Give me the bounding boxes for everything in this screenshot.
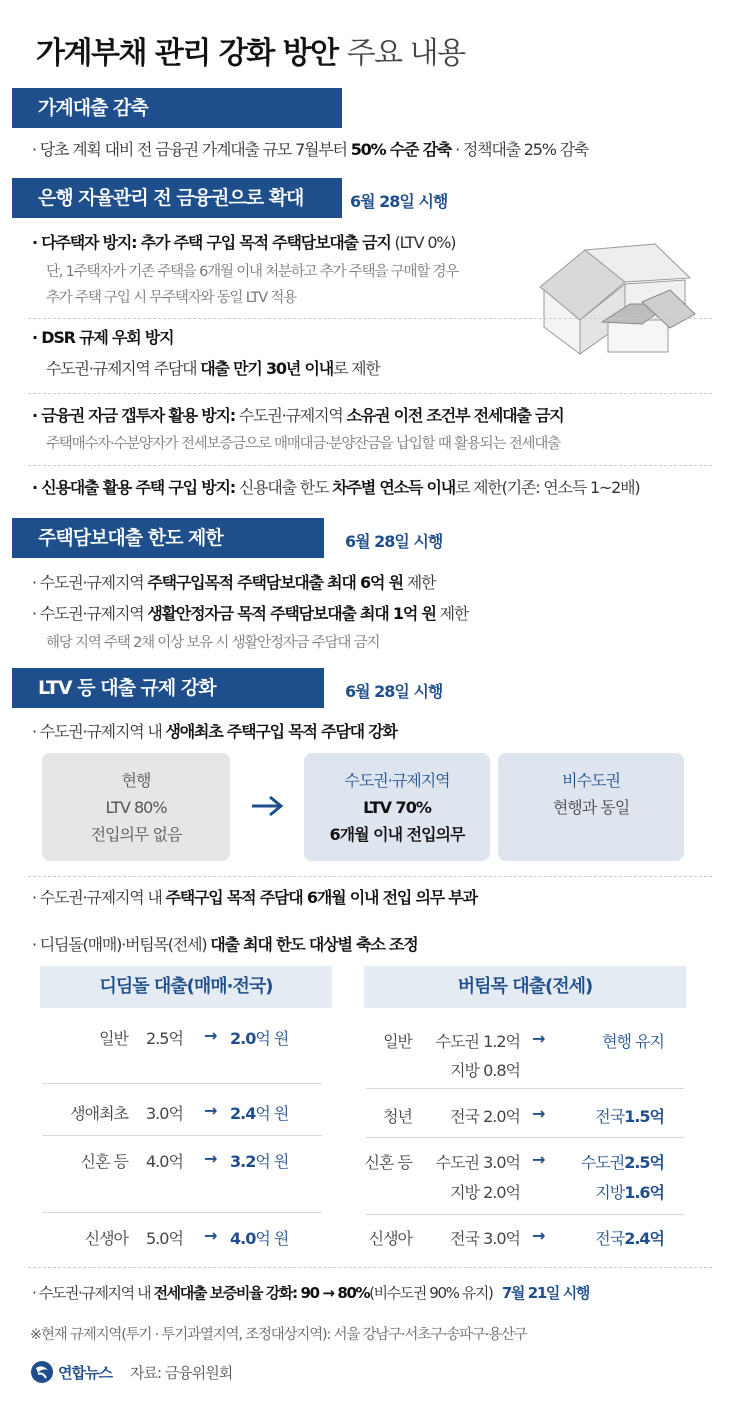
text: · 수도권·규제지역 내 [32,722,166,741]
bullet-mortgage-6 [32,570,435,593]
from-value [420,1150,520,1173]
from-value [424,1058,520,1081]
bullet-living-fund [32,601,468,624]
house-illustration-icon [530,232,700,362]
text: 제한 [402,573,436,592]
text: · 수도권·규제지역 내 [32,888,166,907]
arrow-right-icon: → [204,1026,217,1045]
divider [28,318,712,319]
text-bold: · DSR 규제 우회 방지 [32,328,174,347]
row-divider [366,1137,684,1138]
section-header-ltv: LTV 등 대출 규제 강화 [12,668,324,708]
to-value: 현행 유지 [602,1032,664,1051]
text: 억 원 [255,1029,289,1048]
box-line: 현행과 동일 [552,798,630,817]
box-line: 6개월 이내 전입의무 [329,825,465,844]
text: 0.8억 [483,1061,520,1080]
text: 로 제한 [333,359,380,378]
note: 단, 1주택자가 기존 주택을 6개월 이내 처분하고 추가 주택을 구매할 경우 [46,264,459,280]
text: · 수도권·규제지역 내 [32,1284,154,1302]
text: · 디딤돌(매매)·버팀목(전세) [32,935,211,954]
text: 억 원 [255,1152,289,1171]
box-line: 현행 [121,771,151,790]
text: 2.0억 [483,1183,520,1202]
box-line: LTV 70% [363,798,431,817]
divider [28,465,712,466]
text-bold: 2.5억 [624,1153,664,1172]
category: 생애최초 [70,1104,128,1123]
text: 억 원 [255,1229,289,1248]
text-bold: 소유권 이전 조건부 전세대출 금지 [346,406,564,425]
from-value [420,1180,520,1203]
to-value [230,1149,288,1172]
text: · 수도권·규제지역 [32,604,148,623]
text-bold: 생활안정자금 목적 주택담보대출 최대 1억 원 [147,604,436,623]
arrow-right-icon [250,795,284,817]
text: 로 제한(기존: 연소득 1~2배) [455,478,640,497]
row-divider [366,1088,684,1089]
footnote: ※현재 규제지역(투기 · 투기과열지역, 조정대상지역): 서울 강남구·서초구·송파구·용산구 [30,1327,527,1343]
page-title [36,28,465,72]
title-sub: 주요 내용 [346,36,465,71]
section-date: 6월 28일 시행 [345,682,443,701]
text: 수도권·규제지역 [235,406,347,425]
text: · 당초 계획 대비 전 금융권 가계대출 규모 7월부터 [32,140,351,159]
bullet-move-in [32,885,477,908]
bullet-dsr-bypass [32,325,173,348]
box-line: LTV 80% [105,798,167,817]
from-value: 4.0억 [146,1152,183,1171]
text-bold: 대출 최대 한도 대상별 축소 조정 [210,935,418,954]
bullet-policy-loans [32,932,417,955]
source: 자료: 금융위원회 [129,1363,233,1382]
text: 3.0억 [483,1229,520,1248]
category: 일반 [383,1032,412,1051]
text-bold: 대출 만기 30년 이내 [200,359,333,378]
dsr-detail [46,356,380,379]
text: 2.0억 [483,1107,520,1126]
text-bold: 2.4억 [624,1229,664,1248]
from-value [424,1226,520,1249]
text: 3.0억 [483,1153,520,1172]
final-date: 7월 21일 시행 [501,1284,589,1302]
text: 수도권 [435,1153,479,1172]
beotimmok-header: 버팀목 대출(전세) [364,966,686,1008]
text: 전국 [450,1107,479,1126]
box-line: 전입의무 없음 [90,825,182,844]
to-value [230,1101,288,1124]
bullet-first-home [32,719,397,742]
category: 청년 [383,1107,412,1126]
text: 전국 [595,1229,625,1248]
bullet-multi-home [32,230,455,253]
from-value: 3.0억 [146,1104,183,1123]
text-bold: · 다주택자 방지: 추가 주택 구입 목적 주택담보대출 금지 [32,233,391,252]
arrow-right-icon: → [532,1104,545,1123]
text: 수도권 [580,1153,625,1172]
footer [30,1358,232,1386]
text: 지방 [450,1061,479,1080]
category: 일반 [99,1029,128,1048]
from-value: 2.5억 [146,1029,183,1048]
to-value [556,1150,664,1173]
arrow-right-icon: → [532,1226,545,1245]
category: 신생아 [84,1229,128,1248]
text: 수도권 [435,1032,479,1051]
section-date: 6월 28일 시행 [350,192,448,211]
noncapital-ltv-box [498,753,684,861]
arrow-right-icon: → [532,1150,545,1169]
text: (LTV 0%) [390,233,456,252]
box-line: 수도권·규제지역 [344,771,450,790]
text: 억 원 [255,1104,289,1123]
text: · 정책대출 25% 감축 [451,140,589,159]
text-bold: 주택구입 목적 주담대 6개월 이내 전입 의무 부과 [165,888,477,907]
section-header-household-loan: 가계대출 감축 [12,88,342,128]
text-bold: · 금융권 자금 갭투자 활용 방지: [32,406,236,425]
to-value [560,1226,664,1249]
section-date: 6월 28일 시행 [345,532,443,551]
note: 추가 주택 구입 시 무주택자와 동일 LTV 적용 [46,290,297,306]
to-value [556,1180,664,1203]
text-bold: 2.0 [230,1029,256,1048]
bullet-household-loan-reduction [32,137,588,160]
divider [28,393,712,394]
text-bold: 1.5억 [624,1107,664,1126]
text: 수도권·규제지역 주담대 [46,359,201,378]
arrow-right-icon: → [204,1226,217,1245]
bullet-gap-investment [32,403,564,426]
current-ltv-box [42,753,230,861]
text-bold: 주택구입목적 주택담보대출 최대 6억 원 [147,573,403,592]
text: 지방 [595,1183,625,1202]
didimdol-header: 디딤돌 대출(매매·전국) [40,966,332,1008]
capital-ltv-box [304,753,490,861]
text-bold: 생애최초 주택구입 목적 주담대 강화 [165,722,397,741]
text: 전국 [450,1229,479,1248]
text: 1.2억 [483,1032,520,1051]
divider [28,1267,712,1268]
title-main: 가계부채 관리 강화 방안 [36,36,338,71]
row-divider [366,1214,684,1215]
category: 신생아 [368,1229,412,1248]
from-value [424,1029,520,1052]
text: 전국 [595,1107,625,1126]
text-bold: 3.2 [230,1152,256,1171]
text: 지방 [450,1183,479,1202]
text: · 수도권·규제지역 [32,573,148,592]
text: (비수도권 90% 유지) [369,1284,493,1302]
text-bold: · 신용대출 활용 주택 구입 방지: [32,478,236,497]
arrow-right-icon: → [204,1149,217,1168]
to-value [230,1226,288,1249]
to-value [560,1104,664,1127]
bullet-credit-loan [32,475,639,498]
yonhap-logo-icon [30,1360,54,1384]
category: 신혼 등 [80,1152,128,1171]
divider [28,876,712,877]
row-divider [42,1083,322,1084]
text-bold: 전세대출 보증비율 강화: 90 → 80% [153,1284,370,1302]
arrow-right-icon: → [532,1029,545,1048]
text: 제한 [435,604,469,623]
box-line: 비수도권 [562,771,620,790]
to-value [230,1026,288,1049]
from-value: 5.0억 [146,1229,183,1248]
from-value [424,1104,520,1127]
section-header-self-management: 은행 자율관리 전 금융권으로 확대 [12,178,342,218]
row-divider [42,1212,322,1213]
text-bold: 1.6억 [624,1183,664,1202]
bullet-jeonse-guarantee [32,1282,589,1303]
category: 신혼 등 [364,1153,412,1172]
text-bold: 차주별 연소득 이내 [332,478,456,497]
text-bold: 2.4 [230,1104,256,1123]
logo-text: 연합뉴스 [58,1363,112,1382]
arrow-right-icon: → [204,1101,217,1120]
section-header-mortgage-limit: 주택담보대출 한도 제한 [12,518,324,558]
row-divider [42,1135,322,1136]
text-bold: 50% 수준 감축 [350,140,452,159]
note: 주택매수자·수분양자가 전세보증금으로 매매대금·분양잔금을 납입할 때 활용되는 전세대출 [46,436,560,452]
note: 해당 지역 주택 2채 이상 보유 시 생활안정자금 주담대 금지 [46,635,380,651]
text-bold: 4.0 [230,1229,256,1248]
text: 신용대출 한도 [235,478,333,497]
